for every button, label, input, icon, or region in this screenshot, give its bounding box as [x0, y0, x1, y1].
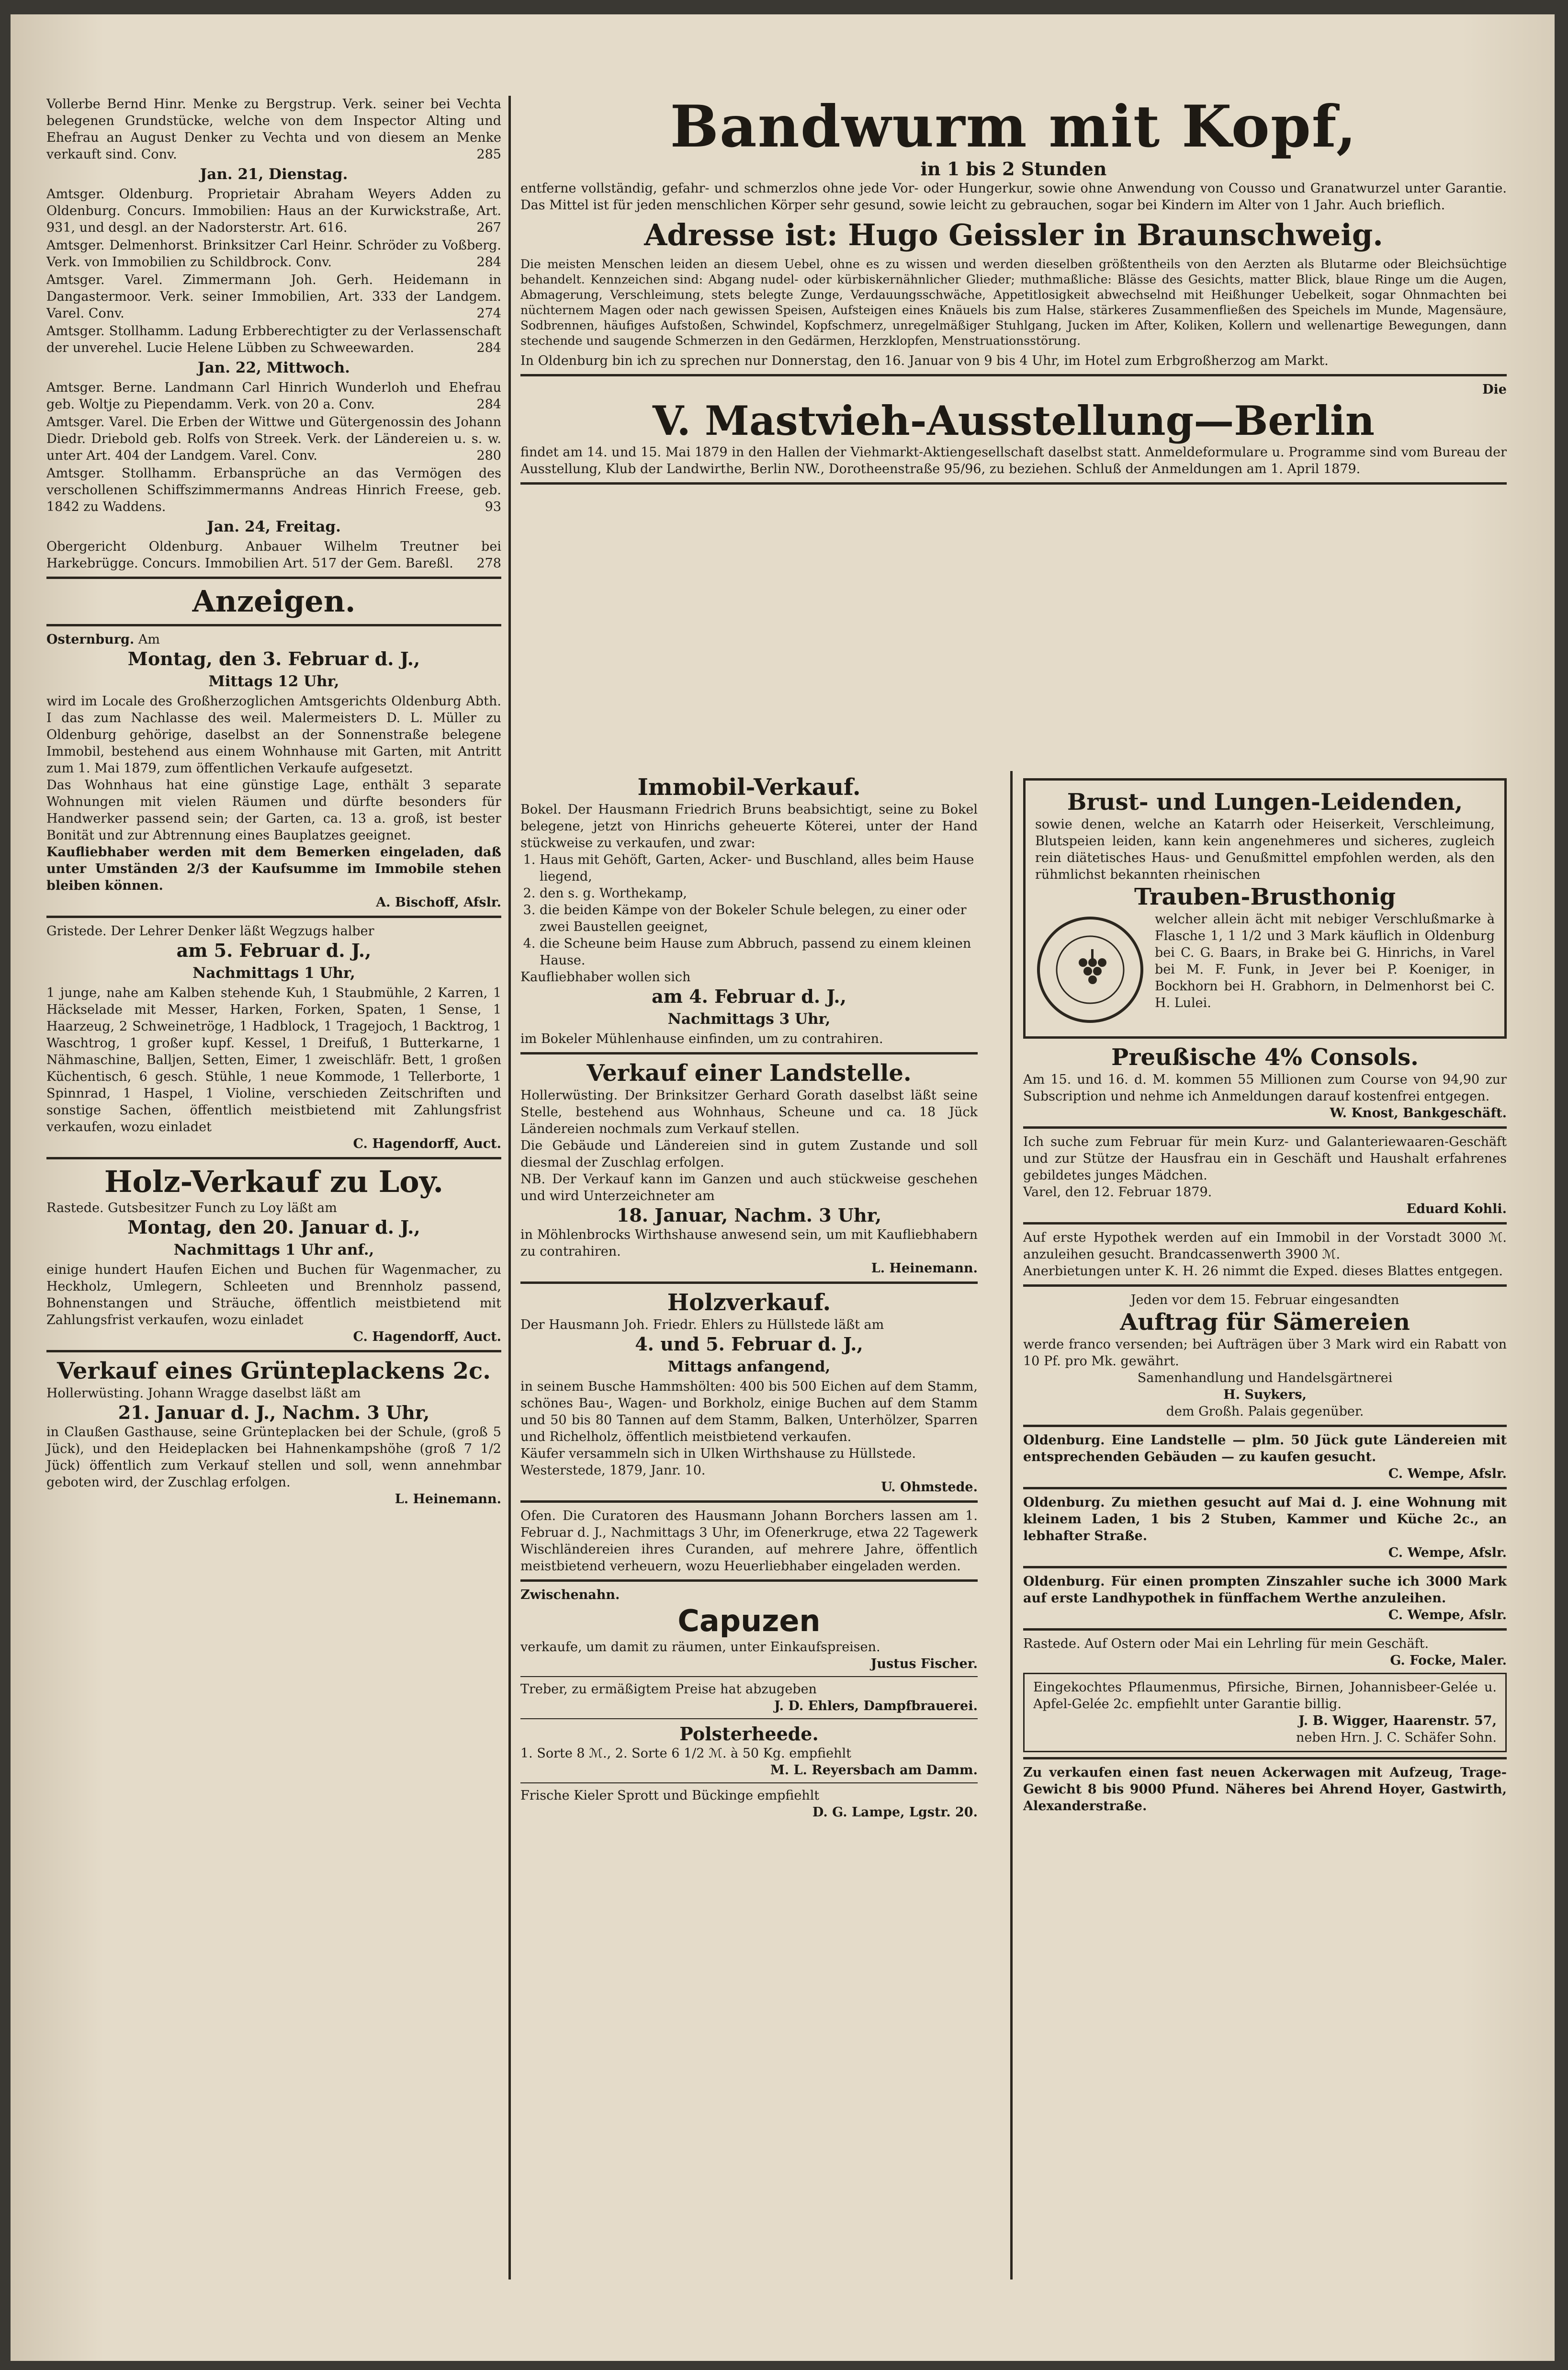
ad-body: Auf erste Hypothek werden auf ein Immobil in der Vorstadt 3000 ℳ. anzuleihen gesucht. Brandcassenwerth 3900 ℳ. [1023, 1230, 1507, 1262]
ad-signature: J. D. Ehlers, Dampfbrauerei. [774, 1699, 978, 1713]
ad-consols [1023, 1043, 1507, 1122]
ad-place: Westerstede, 1879, Janr. 10. [520, 1463, 706, 1478]
ad-time: Nachmittags 1 Uhr, [192, 964, 355, 982]
mastvieh-body: findet am 14. und 15. Mai 1879 in den Hallen der Viehmarkt-Aktiengesellschaft daselbst statt. Anmeldeformulare u. Programme sind vom Bureau der Ausstellung, Klub der Landwirthe, Berlin NW., Dorotheenstraße 95/96, zu beziehen. Schluß der Anmeldungen am 1. April 1879. [520, 445, 1507, 476]
ad-body: Die Gebäude und Ländereien sind in gutem Zustande und soll diesmal der Zuschlag erfolgen. [520, 1138, 978, 1170]
ad-date: Montag, den 20. Januar d. J., [127, 1216, 420, 1238]
ad-body: sowie denen, welche an Katarrh oder Heiserkeit, Verschleimung, Blutspeien leiden, kann kein angenehmeres und sicheres, zugleich rein diätetisches Haus- und Genußmittel empfohlen werden, als den rühmlichst bekannten rheinischen [1035, 817, 1495, 882]
ad-signature: A. Bischoff, Afslr. [376, 895, 501, 910]
ad-osternburg: Osternburg. Am Montag, den 3. Februar d. J., Mittags 12 Uhr, wird im Locale des Großherzoglichen Amtsgerichts Oldenburg Abth. I das zum Nachlasse des weil. Malermeisters D. L. Müller zu Oldenburg gehörige, daselbst an der Sonnenstraße belegene Immobil, bestehend aus einem Wohnhause mit Garten, mit Antritt zum 1. Mai 1879, zum öffentlichen Verkaufe aufgesetzt. Das Wohnhaus hat eine günstige Lage, enthält 3 separate Wohnungen mit vielen Räumen und dürfte besonders für Handwerker passend sein; der Garten, ca. 13 a. groß, ist bester Bonität und zur Abtrennung eines Bauplatzes geeignet. Kaufliebhaber werden mit dem Bemerken eingeladen, daß unter Umständen 2/3 der Kaufsumme im Immobile stehen bleiben können. A. Bischoff, Afslr. [46, 632, 501, 910]
ad-wohnung [1023, 1494, 1507, 1561]
ad-body: Anerbietungen unter K. H. 26 nimmt die Exped. dieses Blattes entgegen. [1023, 1264, 1503, 1279]
ad-title: Verkauf einer Landstelle. [587, 1060, 912, 1087]
notice-entry: Amtsger. Varel. Zimmermann Joh. Gerh. Heidemann in Dangastermoor. Verk. seiner Immobilien, Art. 333 der Landgem. Varel. Conv. 274 [46, 272, 501, 321]
ad-body: verkaufe, um damit zu räumen, unter Einkaufspreisen. [520, 1640, 880, 1655]
top-advert-band [520, 93, 1507, 489]
mastvieh-title: V. Mastvieh-Ausstellung—Berlin [653, 397, 1375, 444]
ad-date: am 5. Februar d. J., [176, 940, 372, 961]
ad-body: Rastede. Auf Ostern oder Mai ein Lehrling für mein Geschäft. [1023, 1636, 1429, 1651]
ad-brust-lungen [1023, 778, 1507, 1039]
divider [520, 482, 1507, 485]
ad-signature: neben Hrn. J. C. Schäfer Sohn. [1296, 1730, 1497, 1745]
ad-signature: D. G. Lampe, Lgstr. 20. [812, 1805, 978, 1820]
ad-head: Zwischenahn. [520, 1588, 620, 1602]
notice-date: Jan. 24, Freitag. [207, 518, 341, 535]
ad-body: Frische Kieler Sprott und Bückinge empfiehlt [520, 1788, 820, 1803]
ad-body: Oldenburg. Eine Landstelle — plm. 50 Jück gute Ländereien mit entsprechenden Gebäuden — zu kaufen gesucht. [1023, 1433, 1507, 1464]
immobil-items [520, 851, 978, 969]
ad-pflaumenmus [1023, 1673, 1507, 1752]
list-item: 4. die Scheune beim Hause zum Abbruch, passend zu einem kleinen Hause. [540, 935, 978, 969]
divider [1023, 1425, 1507, 1427]
ad-body: Am 15. und 16. d. M. kommen 55 Millionen zum Course von 94,90 zur Subscription und nehme ich Anmeldungen darauf kostenfrei entgegen. [1023, 1072, 1507, 1104]
ad-landstelle-gesucht [1023, 1432, 1507, 1482]
ad-title: Holz-Verkauf zu Loy. [104, 1164, 444, 1199]
ad-body: Hollerwüsting. Der Brinksitzer Gerhard Gorath daselbst läßt seine Stelle, bestehend aus Wohnhaus, Scheune und ca. 18 Jück Ländereien nochmals zum Verkauf stellen. [520, 1088, 978, 1136]
divider [46, 1350, 501, 1352]
bandwurm-visit: In Oldenburg bin ich zu sprechen nur Donnerstag, den 16. Januar von 9 bis 4 Uhr, im Hotel zum Erbgroßherzog am Markt. [520, 353, 1329, 368]
list-item: 3. die beiden Kämpe von der Bokeler Schule belegen, zu einer oder zwei Baustellen geeignet, [540, 902, 978, 935]
ad-polsterheede [520, 1723, 978, 1779]
ad-signature: dem Großh. Palais gegenüber. [1166, 1404, 1364, 1419]
bandwurm-body: entferne vollständig, gefahr- und schmerzlos ohne jede Vor- oder Hungerkur, sowie ohne Anwendung von Cousso und Granatwurzel unter Garantie. Das Mittel ist für jeden menschlichen Körper sehr gesund, sowie leicht zu gebrauchen, sogar bei Kindern im Alter von 1 Jahr. Auch brieflich. [520, 181, 1507, 213]
ad-body: 1 junge, nahe am Kalben stehende Kuh, 1 Staubmühle, 2 Karren, 1 Häckselade mit Messer, Harken, Forken, Spaten, 1 Sense, 1 Haarzeug, 2 Schweinetröge, 1 Hadblock, 1 Tragejoch, 1 Backtrog, 1 Waschtrog, 1 großer kupf. Kessel, 1 Dreifuß, 1 Butterkarne, 1 Nähmaschine, Balljen, Setten, Eimer, 1 zweischläfr. Bett, 1 großen Küchentisch, 6 gesch. Stühle, 1 neue Kommode, 1 Tellerborte, 1 Spinnrad, 1 Haspel, 1 Violine, verschieden Zeitschriften und sonstige Sachen, öffentlich meistbietend mit Zahlungsfrist verkaufen, wozu einladet [46, 986, 501, 1134]
divider [520, 1782, 978, 1783]
divider [520, 1052, 978, 1055]
ad-time: Nachmittags 1 Uhr anf., [173, 1241, 374, 1259]
ad-signature: Eduard Kohli. [1406, 1202, 1507, 1216]
ad-signature: C. Wempe, Afslr. [1388, 1466, 1507, 1481]
ad-body: Eingekochtes Pflaumenmus, Pfirsiche, Birnen, Johannisbeer-Gelée u. Apfel-Gelée 2c. empfiehlt unter Garantie billig. [1033, 1680, 1497, 1712]
divider [1023, 1222, 1507, 1225]
divider [1023, 1126, 1507, 1129]
ad-body: Bokel. Der Hausmann Friedrich Bruns beabsichtigt, seine zu Bokel belegene, jetzt von Hinrichs geheuerte Köterei, unter der Hand stückweise zu verkaufen, und zwar: [520, 802, 978, 850]
ad-body: Ich suche zum Februar für mein Kurz- und Galanteriewaaren-Geschäft und zur Stütze der Hausfrau ein in Geschäft und Haushalt erfahrenes gebildetes junges Mädchen. [1023, 1134, 1507, 1183]
ad-body: Oldenburg. Für einen prompten Zinszahler suche ich 3000 Mark auf erste Landhypothek in fünffachem Werthe anzuleihen. [1023, 1574, 1507, 1606]
ad-body: NB. Der Verkauf kann im Ganzen und auch stückweise geschehen und wird Unterzeichneter am [520, 1172, 978, 1203]
ad-body: Kaufliebhaber wollen sich [520, 970, 691, 985]
ad-title: Capuzen [677, 1603, 821, 1638]
newspaper-page [11, 14, 1555, 2361]
ad-signature: G. Focke, Maler. [1390, 1653, 1507, 1668]
ad-title: Holzverkauf. [667, 1289, 831, 1316]
ad-time: Nachmittags 3 Uhr, [667, 1010, 831, 1028]
divider [46, 577, 501, 579]
ad-body: Samenhandlung und Handelsgärtnerei [1137, 1371, 1393, 1385]
ad-gruenteplacken [46, 1357, 501, 1508]
ad-signature: Justus Fischer. [870, 1656, 978, 1671]
ad-landstelle [520, 1059, 978, 1277]
ad-signature: U. Ohmstede. [881, 1480, 978, 1495]
ad-title: Immobil-Verkauf. [637, 774, 861, 801]
divider [1023, 1757, 1507, 1759]
ad-gristede [46, 923, 501, 1152]
ad-kieler [520, 1787, 978, 1821]
ad-body: welcher allein ächt mit nebiger Verschlußmarke à Flasche 1, 1 1/2 und 3 Mark käuflich in Oldenburg bei C. G. Baars, in Brake bei G. Hinrichs, in Varel bei M. F. Funk, in Jever bei P. Koeniger, in Bockhorn bei H. Grabhorn, in Delmenhorst bei C. H. Lulei. [1155, 912, 1495, 1010]
divider [520, 1500, 978, 1503]
ad-holz-loy [46, 1164, 501, 1345]
column-rule-right [1010, 771, 1013, 2279]
ad-kurzwaaren [1023, 1134, 1507, 1217]
ad-capuzen [520, 1587, 978, 1672]
divider [520, 1718, 978, 1719]
court-notices [46, 96, 501, 572]
divider [46, 624, 501, 626]
ad-signature: W. Knost, Bankgeschäft. [1330, 1106, 1507, 1121]
mastvieh-die: Die [1482, 382, 1507, 397]
ad-date: Montag, den 3. Februar d. J., [127, 648, 420, 669]
ad-place: Varel, den 12. Februar 1879. [1023, 1185, 1212, 1200]
ad-body: im Bokeler Mühlenhause einfinden, um zu contrahiren. [520, 1032, 883, 1046]
divider [46, 916, 501, 918]
divider [1023, 1284, 1507, 1287]
ad-title: Brust- und Lungen-Leidenden, [1067, 789, 1463, 816]
ad-hypothek [1023, 1229, 1507, 1280]
bandwurm-subline: in 1 bis 2 Stunden [920, 158, 1107, 180]
ad-time: Mittags anfangend, [667, 1358, 831, 1375]
ad-body: einige hundert Haufen Eichen und Buchen für Wagenmacher, zu Heckholz, Umlegern, Schleeten und Brennholz passend, Bohnenstangen und Sträuche, öffentlich meistbietend mit Zahlungsfrist verkaufen, wozu einladet [46, 1262, 501, 1327]
notice-entry: Amtsger. Oldenburg. Proprietair Abraham Weyers Adden zu Oldenburg. Concurs. Immobilien: Haus an der Kurwickstraße, Art. 931, und desgl. an der Nadorsterstr. Art. 616. 267 [46, 187, 501, 235]
ad-saemereien [1023, 1292, 1507, 1420]
divider [520, 374, 1507, 376]
ad-title: Auftrag für Sämereien [1120, 1309, 1410, 1336]
ad-body: in seinem Busche Hammshölten: 400 bis 500 Eichen auf dem Stamm, schönes Bau-, Wagen- und Borkholz, einige Buchen auf dem Stamm und 50 bis 80 Tannen auf dem Stamm, Balken, Unterhölzer, Sparren und Richelholz, öffentlich meistbietend verkaufen. [520, 1379, 978, 1444]
notice-entry: Amtsger. Berne. Landmann Carl Hinrich Wunderloh und Ehefrau geb. Woltje zu Piependamm. Verk. von 20 a. Conv. 284 [46, 380, 501, 412]
ad-holzverkauf [520, 1289, 978, 1496]
ad-time: Mittags 12 Uhr, [208, 673, 339, 690]
bandwurm-address: Adresse ist: Hugo Geissler in Braunschweig. [644, 217, 1383, 252]
list-item: 2. den s. g. Worthekamp, [540, 885, 978, 902]
bandwurm-headline: Bandwurm mit Kopf, [670, 93, 1357, 160]
ad-signature: L. Heinemann. [395, 1492, 501, 1507]
ad-body: Das Wohnhaus hat eine günstige Lage, enthält 3 separate Wohnungen mit vielen Räumen und dürfte besonders für Handwerker passend sein; der Garten, ca. 13 a. groß, ist bester Bonität und zur Abtrennung eines Bauplatzes geeignet. [46, 778, 501, 843]
ad-body: Der Hausmann Joh. Friedr. Ehlers zu Hüllstede läßt am [520, 1317, 884, 1332]
notice-entry: Amtsger. Delmenhorst. Brinksitzer Carl Heinr. Schröder zu Voßberg. Verk. von Immobilien zu Schildbrock. Conv. 284 [46, 238, 501, 270]
ad-body: 1. Sorte 8 ℳ., 2. Sorte 6 1/2 ℳ. à 50 Kg. empfiehlt [520, 1746, 852, 1761]
divider [520, 1281, 978, 1284]
divider [46, 1157, 501, 1159]
ad-ackerwagen [1023, 1764, 1507, 1814]
ad-signature: C. Wempe, Afslr. [1388, 1608, 1507, 1622]
ad-title: Preußische 4% Consols. [1111, 1044, 1419, 1071]
ad-body: Treber, zu ermäßigtem Preise hat abzugeben [520, 1682, 817, 1697]
middle-column [520, 773, 978, 1821]
ad-treber [520, 1681, 978, 1714]
ad-ofen [520, 1508, 978, 1575]
left-column [46, 96, 501, 1508]
divider [1023, 1628, 1507, 1631]
notice-entry: Amtsger. Stollhamm. Ladung Erbberechtigter zu der Verlassenschaft der unverehel. Lucie Helene Lübben zu Schweewarden. 284 [46, 324, 501, 355]
ad-signature: J. B. Wigger, Haarenstr. 57, [1298, 1713, 1497, 1728]
ad-zinszahler [1023, 1573, 1507, 1623]
ad-signature: C. Wempe, Afslr. [1388, 1545, 1507, 1560]
ad-immobil-verkauf [520, 773, 978, 1047]
ad-head: Rastede. Gutsbesitzer Funch zu Loy läßt am [46, 1201, 337, 1215]
ad-date: 18. Januar, Nachm. 3 Uhr, [616, 1204, 882, 1226]
ad-signature: H. Suykers, [1223, 1387, 1307, 1402]
ad-signature: C. Hagendorff, Auct. [353, 1136, 501, 1151]
column-rule-left [508, 96, 511, 2279]
ad-lehrling [1023, 1635, 1507, 1669]
ad-body: Ofen. Die Curatoren des Hausmann Johann Borchers lassen am 1. Februar d. J., Nachmittags 3 Uhr, im Ofenerkruge, etwa 22 Tagewerk Wischländereien ihres Curanden, auf mehrere Jahre, öffentlich meistbietend verheuern, wozu Heuerliebhaber eingeladen werden. [520, 1508, 978, 1574]
ad-body: Zu verkaufen einen fast neuen Ackerwagen mit Aufzeug, Trage-Gewicht 8 bis 9000 Pfund. Näheres bei Ahrend Hoyer, Gastwirth, Alexanderstraße. [1023, 1765, 1507, 1814]
ad-title: Polsterheede. [679, 1723, 819, 1745]
anzeigen-heading: Anzeigen. [192, 584, 356, 619]
ad-body: Kaufliebhaber werden mit dem Bemerken eingeladen, daß unter Umständen 2/3 der Kaufsumme im Immobile stehen bleiben können. [46, 845, 501, 893]
right-column [1023, 773, 1507, 1814]
ad-place: Osternburg. [46, 632, 135, 647]
ad-signature: M. L. Reyersbach am Damm. [770, 1763, 978, 1778]
list-item: 1. Haus mit Gehöft, Garten, Acker- und Buschland, alles beim Hause liegend, [540, 851, 978, 885]
divider [1023, 1487, 1507, 1489]
notice-date: Jan. 22, Mittwoch. [198, 359, 350, 376]
ad-signature: C. Hagendorff, Auct. [353, 1329, 501, 1344]
ad-head: Hollerwüsting. Johann Wragge daselbst läßt am [46, 1386, 361, 1401]
ad-date: 4. und 5. Februar d. J., [635, 1333, 863, 1355]
notice-entry: Amtsger. Stollhamm. Erbansprüche an das Vermögen des verschollenen Schiffszimmermanns Andreas Hinrich Freese, geb. 1842 zu Waddens. 93 [46, 466, 501, 514]
ad-body: werde franco versenden; bei Aufträgen über 3 Mark wird ein Rabatt von 10 Pf. pro Mk. gewährt. [1023, 1337, 1507, 1369]
divider [520, 1676, 978, 1677]
divider [520, 1579, 978, 1582]
ad-body: wird im Locale des Großherzoglichen Amtsgerichts Oldenburg Abth. I das zum Nachlasse des weil. Malermeisters D. L. Müller zu Oldenburg gehörige, daselbst an der Sonnenstraße belegene Immobil, bestehend aus einem Wohnhause mit Garten, mit Antritt zum 1. Mai 1879, zum öffentlichen Verkaufe aufgesetzt. [46, 694, 501, 776]
product-name: Trauben-Brusthonig [1134, 884, 1396, 910]
ad-signature: L. Heinemann. [871, 1261, 978, 1276]
seal-icon [1035, 915, 1145, 1025]
ad-date: 21. Januar d. J., Nachm. 3 Uhr, [118, 1402, 430, 1423]
ad-body: Oldenburg. Zu miethen gesucht auf Mai d. J. eine Wohnung mit kleinem Laden, 1 bis 2 Stuben, Kammer und Küche 2c., an lebhafter Straße. [1023, 1495, 1507, 1543]
notice-entry: Amtsger. Varel. Die Erben der Wittwe und Gütergenossin des Johann Diedr. Driebold geb. Rolfs von Streek. Verk. der Ländereien u. s. w. unter Art. 404 der Landgem. Varel. Conv. 280 [46, 415, 501, 463]
notice-entry: Obergericht Oldenburg. Anbauer Wilhelm Treutner bei Harkebrügge. Concurs. Immobilien Art. 517 der Gem. Bareßl. 278 [46, 539, 501, 571]
notice-date: Jan. 21, Dienstag. [200, 166, 348, 183]
ad-body: in Claußen Gasthause, seine Grünteplacken bei der Schule, (groß 5 Jück), und den Heideplacken bei Hahnenkampshöhe (groß 7 1/2 Jück) öffentlich zum Verkauf stellen und soll, wenn annehmbar geboten wird, der Zuschlag erfolgen. [46, 1425, 501, 1490]
ad-date: am 4. Februar d. J., [652, 986, 846, 1007]
divider [1023, 1566, 1507, 1568]
ad-title: Verkauf eines Grünteplackens 2c. [57, 1358, 491, 1384]
ad-head: Jeden vor dem 15. Februar eingesandten [1130, 1293, 1399, 1307]
ad-body: in Möhlenbrocks Wirthshause anwesend sein, um mit Kaufliebhabern zu contrahiren. [520, 1227, 978, 1259]
notice-entry: Vollerbe Bernd Hinr. Menke zu Bergstrup. Verk. seiner bei Vechta belegenen Grundstücke, welche von dem Inspector Alting und Ehefrau an August Denker zu Vechta und von diesem an Menke verkauft sind. Conv. 285 [46, 97, 501, 162]
bandwurm-symptoms: Die meisten Menschen leiden an diesem Uebel, ohne es zu wissen und werden dieselben größtentheils von den Aerzten als Blutarme oder Bleichsüchtige behandelt. Kennzeichen sind: Abgang nudel- oder kürbiskernähnlicher Glieder; muthmaßliche: Blässe des Gesichts, matter Blick, blaue Ringe um die Augen, Abmagerung, Verschleimung, stets belegte Zunge, Verdauungsschwäche, Appetitlosigkeit abwechselnd mit Heißhunger Uebelkeit, sogar Ohnmachten bei nüchternem Magen oder nach gewissen Speisen, Aufsteigen eines Knäuels bis zum Halse, stärkeres Zusammenfließen des Speichels im Munde, Magensäure, Sodbrennen, häufiges Aufstoßen, Schwindel, Kopfschmerz, unregelmäßiger Stuhlgang, Jucken im After, Koliken, Kollern und wellenartige Bewegungen, dann stechende und saugende Schmerzen in den Gedärmen, Herzklopfen, Menstruationsstörung. [520, 257, 1507, 348]
ad-head: Gristede. Der Lehrer Denker läßt Wegzugs halber [46, 924, 374, 939]
ad-body: Käufer versammeln sich in Ulken Wirthshause zu Hüllstede. [520, 1446, 916, 1461]
